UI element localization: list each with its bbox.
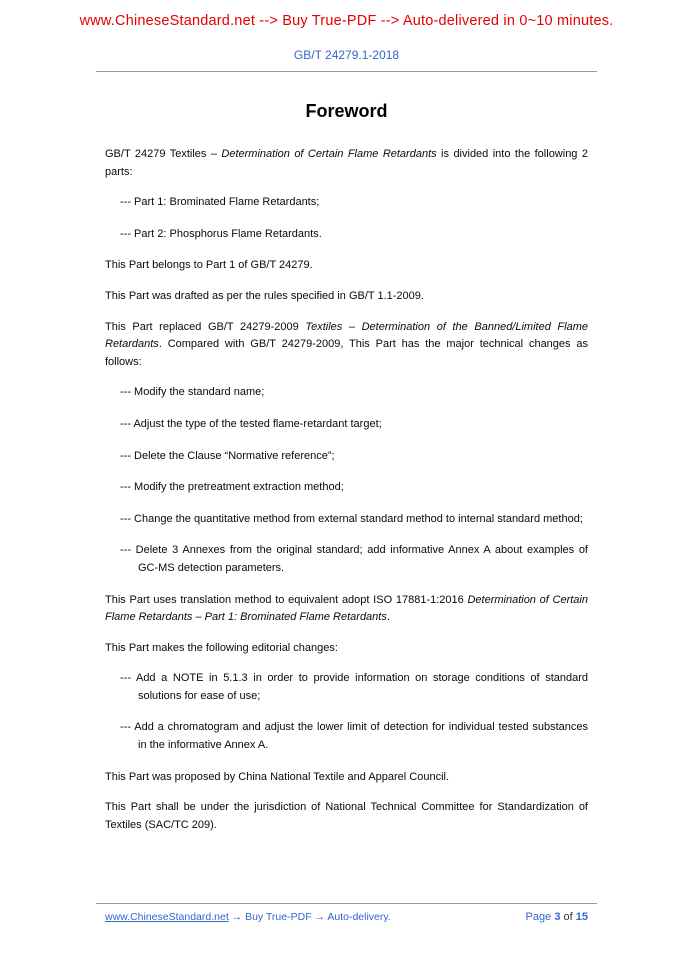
text-run: --- Part 1: Brominated Flame Retardants; <box>120 196 320 209</box>
text-run-italic: Determination of Certain Flame Retardants <box>221 148 437 160</box>
text-run: --- Delete the Clause “Normative reference”; <box>120 449 335 462</box>
paragraph <box>105 319 588 372</box>
text-run: This Part shall be under the jurisdiction of National Technical Committee for Standardization of Textiles (SAC/TC 209). <box>105 801 588 831</box>
hyphen-list-item <box>120 670 588 705</box>
text-run: GB/T 24279 Textiles – <box>105 148 222 160</box>
paragraph <box>105 592 588 627</box>
text-run: . <box>386 611 390 624</box>
page-title: Foreword <box>305 101 388 121</box>
text-run: This Part was proposed by China National Textile and Apparel Council. <box>105 770 450 783</box>
text-run: --- Change the quantitative method from external standard method to internal standard method; <box>120 512 583 525</box>
text-run-italic: Textiles – Determination of the Banned/Limited Flame Retardants <box>105 320 588 351</box>
hyphen-list-item <box>120 542 588 577</box>
text-run: This Part makes the following editorial changes: <box>105 641 338 654</box>
header-divider <box>96 71 597 72</box>
hyphen-list-item <box>120 194 588 212</box>
footer-divider <box>96 903 597 904</box>
text-run: --- Part 2: Phosphorus Flame Retardants. <box>120 227 322 240</box>
footer <box>105 911 588 923</box>
page-label: Page <box>525 911 552 923</box>
hyphen-list-item <box>120 479 588 497</box>
footer-promo <box>105 911 391 923</box>
text-run: --- Add a NOTE in 5.1.3 in order to provide information on storage conditions of standard solutions for ease of use; <box>120 672 588 702</box>
footer-site-link[interactable]: www.ChineseStandard.net <box>105 911 229 923</box>
text-run: This Part belongs to Part 1 of GB/T 24279. <box>105 259 313 272</box>
text-run: This Part replaced GB/T 24279-2009 <box>105 320 306 333</box>
hyphen-list-item <box>120 416 588 434</box>
text-run: is divided into the following 2 parts: <box>105 148 588 178</box>
text-run: This Part was drafted as per the rules specified in GB/T 1.1-2009. <box>105 289 424 302</box>
text-run: This Part uses translation method to equivalent adopt ISO 17881-1:2016 <box>105 593 468 606</box>
hyphen-list-item <box>120 448 588 466</box>
hyphen-list-item <box>120 226 588 244</box>
text-run: . Compared with GB/T 24279-2009, This Part has the major technical changes as follows: <box>105 338 588 368</box>
hyphen-list-item <box>120 384 588 402</box>
page-number: 3 <box>554 911 561 923</box>
hyphen-list-item <box>120 719 588 754</box>
paragraph <box>105 640 588 658</box>
paragraph <box>105 288 588 306</box>
text-run-italic: Determination of Certain Flame Retardants – Part 1: Brominated Flame Retardants <box>105 593 588 624</box>
total-pages: 15 <box>575 911 588 923</box>
text-run: --- Adjust the type of the tested flame-retardant target; <box>120 417 382 430</box>
text-run: --- Delete 3 Annexes from the original standard; add informative Annex A about examples of GC-MS detection parameters. <box>120 544 588 574</box>
header-promo-link[interactable]: www.ChineseStandard.net --> Buy True-PDF --> Auto-delivered in 0~10 minutes. <box>79 13 614 29</box>
text-run: --- Add a chromatogram and adjust the lower limit of detection for individual tested substances in the informative Annex A. <box>120 721 588 752</box>
paragraph <box>105 769 588 787</box>
document-body <box>105 146 588 847</box>
doc-number: GB/T 24279.1-2018 <box>293 48 400 62</box>
paragraph <box>105 257 588 275</box>
page-indicator <box>526 911 588 923</box>
paragraph <box>105 146 588 181</box>
text-run: --- Modify the standard name; <box>120 386 265 399</box>
of-label: of <box>563 911 573 923</box>
paragraph <box>105 799 588 834</box>
hyphen-list-item <box>120 511 588 529</box>
text-run: --- Modify the pretreatment extraction method; <box>120 481 344 494</box>
footer-promo-rest: → Buy True-PDF → Auto-delivery. <box>228 911 391 923</box>
